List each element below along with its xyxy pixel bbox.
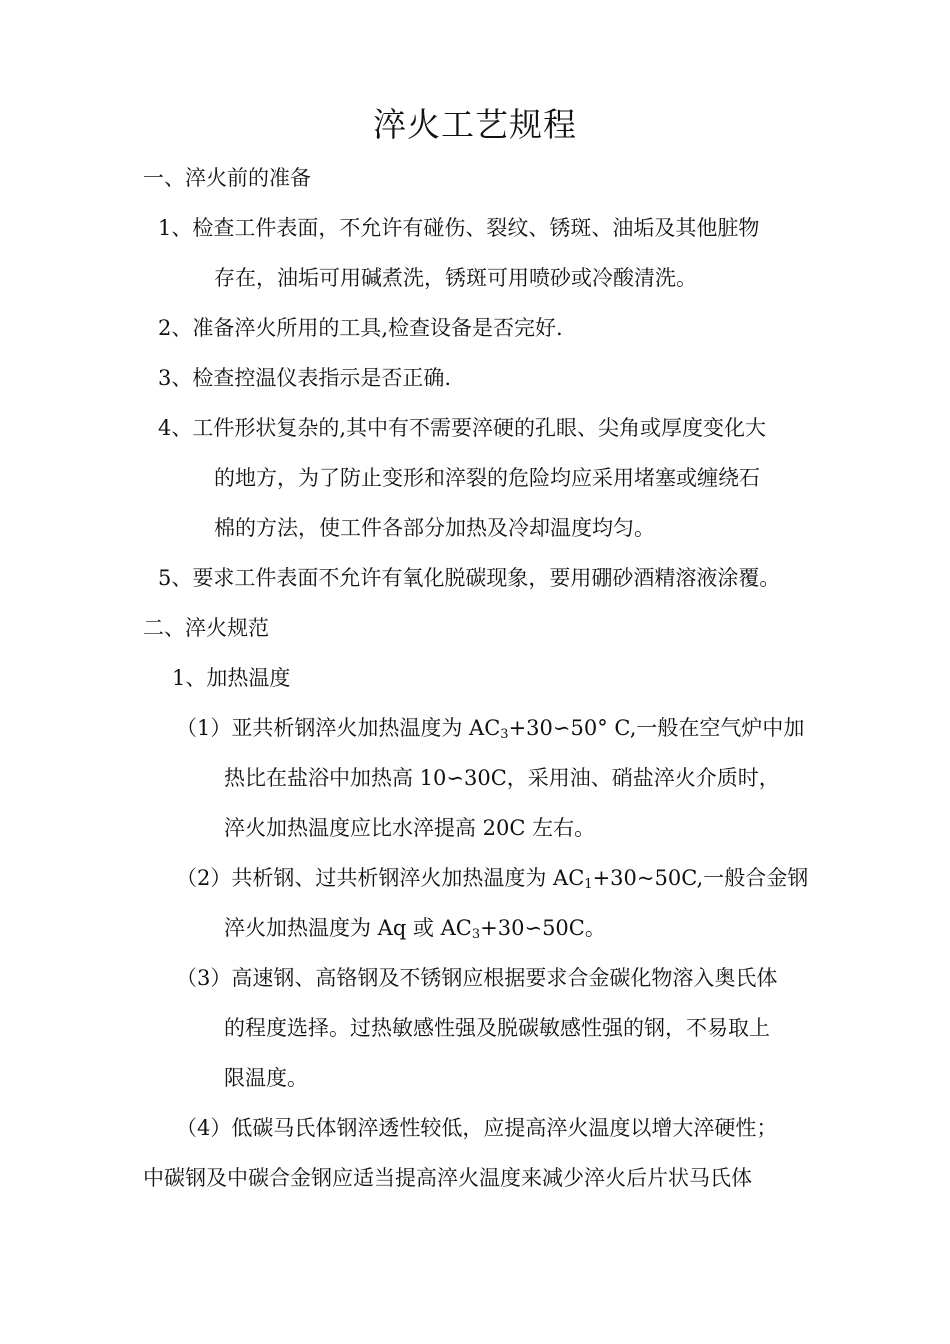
paragraph-line: （1）亚共析钢淬火加热温度为 $AC_3+30∽50^\circ$ C,一般在空气炉中加 bbox=[176, 716, 805, 742]
page-title: 淬火工艺规程 bbox=[373, 105, 577, 144]
paragraph-line: 5、要求工件表面不允许有氧化脱碳现象，要用硼砂酒精溶液涂覆。 bbox=[158, 566, 781, 590]
paragraph-line: 存在，油垢可用碱煮洗，锈斑可用喷砂或冷酸清洗。 bbox=[214, 266, 697, 290]
paragraph-line: 棉的方法，使工件各部分加热及冷却温度均匀。 bbox=[214, 516, 655, 540]
paragraph-line: 的地方，为了防止变形和淬裂的危险均应采用堵塞或缠绕石 bbox=[214, 466, 760, 490]
paragraph-line: （3）高速钢、高铬钢及不锈钢应根据要求合金碳化物溶入奥氏体 bbox=[176, 966, 778, 990]
paragraph-line: 中碳钢及中碳合金钢应适当提高淬火温度来减少淬火后片状马氏体 bbox=[143, 1166, 752, 1190]
paragraph-line: 限温度。 bbox=[224, 1066, 308, 1090]
subsection-heading-heating-temp: 1、加热温度 bbox=[172, 666, 291, 690]
paragraph-line: 淬火加热温度为 Aq 或 $AC_3+30∽50C$。 bbox=[224, 916, 606, 942]
paragraph-line: （4）低碳马氏体钢淬透性较低，应提高淬火温度以增大淬硬性； bbox=[176, 1116, 778, 1140]
paragraph-line: 淬火加热温度应比水淬提高 20C 左右。 bbox=[224, 816, 596, 840]
paragraph-line: 热比在盐浴中加热高 10∽30C，采用油、硝盐淬火介质时， bbox=[224, 766, 780, 790]
paragraph-line: 的程度选择。过热敏感性强及脱碳敏感性强的钢，不易取上 bbox=[224, 1016, 770, 1040]
paragraph-line: 3、检查控温仪表指示是否正确. bbox=[158, 366, 452, 390]
paragraph-line: 4、工件形状复杂的,其中有不需要淬硬的孔眼、尖角或厚度变化大 bbox=[158, 416, 767, 440]
paragraph-line: 2、准备淬火所用的工具,检查设备是否完好. bbox=[158, 316, 563, 340]
section-heading-quenching-spec: 二、淬火规范 bbox=[143, 616, 269, 640]
paragraph-line: 1、检查工件表面，不允许有碰伤、裂纹、锈斑、油垢及其他脏物 bbox=[158, 216, 760, 240]
section-heading-preparation: 一、淬火前的准备 bbox=[143, 166, 311, 190]
paragraph-line: （2）共析钢、过共析钢淬火加热温度为 $AC_1+30\sim 50C$,一般合金钢 bbox=[176, 866, 809, 892]
